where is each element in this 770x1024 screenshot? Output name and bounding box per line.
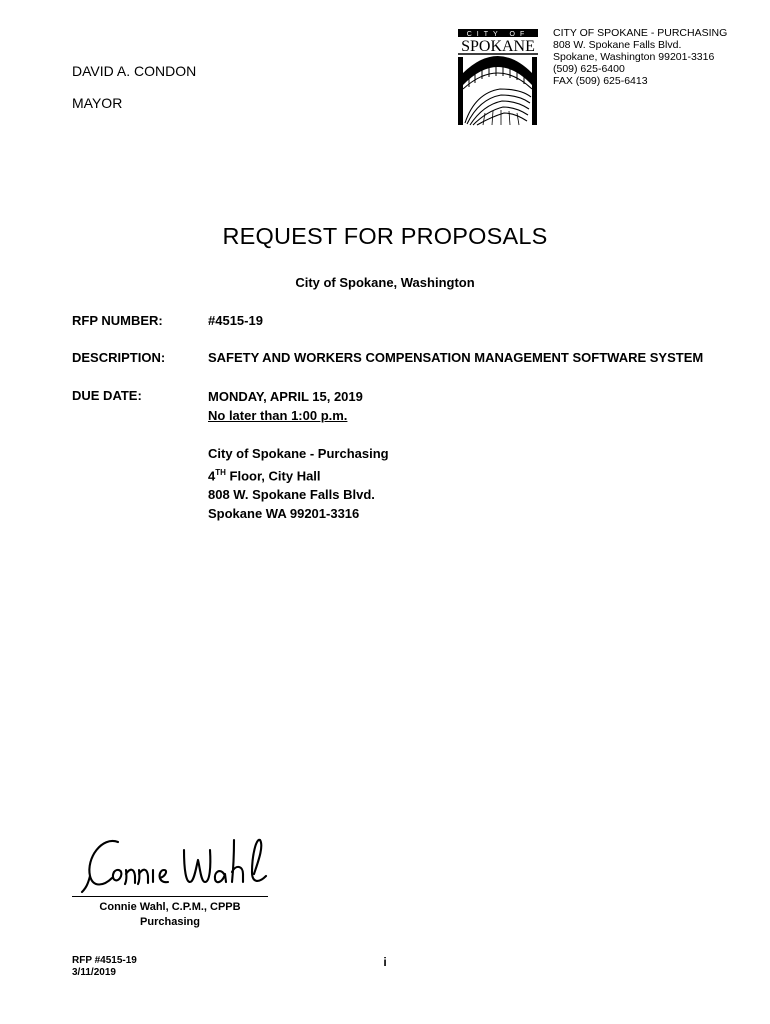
address-line-3: Spokane, Washington 99201-3316 — [553, 51, 715, 63]
handwritten-signature — [80, 832, 280, 898]
city-of-spokane-logo — [455, 27, 540, 127]
delivery-address — [208, 444, 389, 523]
signatory-name: Connie Wahl, C.P.M., CPPB — [99, 901, 241, 913]
document-title: REQUEST FOR PROPOSALS — [222, 223, 548, 249]
address-line-5: FAX (509) 625-6413 — [553, 75, 648, 87]
rfp-number-value: #4515-19 — [208, 313, 263, 328]
signatory-role: Purchasing — [140, 916, 200, 928]
svg-text:CITY OF: CITY OF — [466, 31, 530, 38]
mayor-title: MAYOR — [72, 95, 123, 111]
footer-date: 3/11/2019 — [72, 967, 116, 978]
address-line-4: (509) 625-6400 — [553, 63, 625, 75]
svg-text:SPOKANE: SPOKANE — [461, 38, 535, 55]
location-floor: 4TH Floor, City Hall — [208, 468, 321, 484]
description-value: SAFETY AND WORKERS COMPENSATION MANAGEMENT SOFTWARE SYSTEM — [208, 350, 704, 365]
purchasing-address-block — [553, 27, 727, 87]
location-name: City of Spokane - Purchasing — [208, 446, 389, 461]
signature-line — [72, 896, 268, 897]
due-date-value: MONDAY, APRIL 15, 2019 — [208, 389, 363, 404]
location-city: Spokane WA 99201-3316 — [208, 506, 360, 522]
mayor-name: DAVID A. CONDON — [72, 63, 197, 79]
due-date-block — [208, 387, 363, 425]
footer-rfp-number: RFP #4515-19 — [72, 955, 137, 966]
due-date-label: DUE DATE: — [72, 388, 142, 403]
due-time: No later than 1:00 p.m. — [208, 408, 348, 423]
address-line-2: 808 W. Spokane Falls Blvd. — [553, 39, 682, 51]
document-subtitle: City of Spokane, Washington — [295, 275, 475, 290]
page-number: i — [383, 955, 387, 969]
address-line-1: CITY OF SPOKANE - PURCHASING — [553, 27, 728, 39]
location-street: 808 W. Spokane Falls Blvd. — [208, 487, 375, 503]
rfp-number-label: RFP NUMBER: — [72, 313, 163, 328]
description-label: DESCRIPTION: — [72, 350, 166, 365]
